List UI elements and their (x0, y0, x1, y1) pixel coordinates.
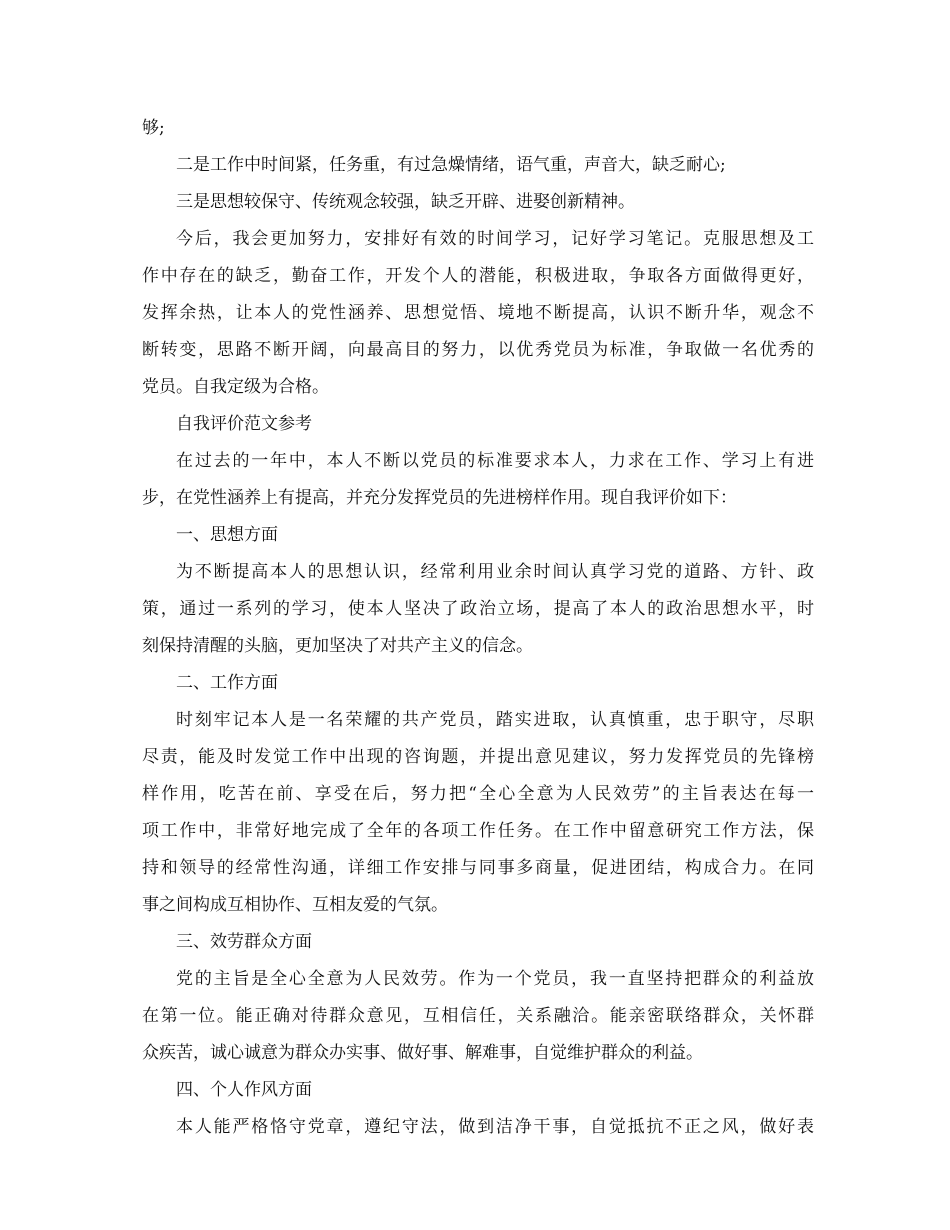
text-line: 时刻牢记本人是一名荣耀的共产党员，踏实进取，认真慎重，忠于职守，尽职 (176, 710, 814, 730)
text-line: 步，在党性涵养上有提高，并充分发挥党员的先进榜样作用。现自我评价如下： (142, 488, 737, 508)
text-line: 在第一位。能正确对待群众意见，互相信任，关系融洽。能亲密联络群众，关怀群 (142, 1006, 814, 1026)
section-heading: 一、思想方面 (176, 525, 278, 545)
text-line: 持和领导的经常性沟通，详细工作安排与同事多商量，促进团结，构成合力。在同 (142, 858, 814, 878)
text-line: 众疾苦，诚心诚意为群众办实事、做好事、解难事，自觉维护群众的利益。 (142, 1043, 703, 1063)
text-line: 三是思想较保守、传统观念较强，缺乏开辟、进娶创新精神。 (176, 192, 635, 212)
text-line: 事之间构成互相协作、互相友爱的气氛。 (142, 895, 448, 915)
section-heading: 自我评价范文参考 (176, 414, 312, 434)
text-line: 发挥余热，让本人的党性涵养、思想觉悟、境地不断提高，认识不断升华，观念不 (142, 303, 814, 323)
text-line: 党的主旨是全心全意为人民效劳。作为一个党员，我一直坚持把群众的利益放 (176, 969, 814, 989)
text-line: 二是工作中时间紧，任务重，有过急燥情绪，语气重，声音大，缺乏耐心; (176, 155, 726, 175)
section-heading: 四、个人作风方面 (176, 1080, 312, 1100)
text-line: 为不断提高本人的思想认识，经常利用业余时间认真学习党的道路、方针、政 (176, 562, 814, 582)
text-line: 项工作中，非常好地完成了全年的各项工作任务。在工作中留意研究工作方法，保 (142, 821, 814, 841)
section-heading: 三、效劳群众方面 (176, 932, 312, 952)
text-line: 党员。自我定级为合格。 (142, 377, 329, 397)
text-line: 够; (142, 118, 165, 138)
text-line: 断转变，思路不断开阔，向最高目的努力，以优秀党员为标准，争取做一名优秀的 (142, 340, 814, 360)
text-line: 本人能严格恪守党章，遵纪守法，做到洁净干事，自觉抵抗不正之风，做好表 (176, 1117, 814, 1137)
text-line: 刻保持清醒的头脑，更加坚决了对共产主义的信念。 (142, 636, 533, 656)
section-heading: 二、工作方面 (176, 673, 278, 693)
text-line: 尽责，能及时发觉工作中出现的咨询题，并提出意见建议，努力发挥党员的先锋榜 (142, 747, 814, 767)
text-line: 策，通过一系列的学习，使本人坚决了政治立场，提高了本人的政治思想水平，时 (142, 599, 814, 619)
text-line: 样作用，吃苦在前、享受在后，努力把“全心全意为人民效劳”的主旨表达在每一 (142, 784, 814, 804)
text-line: 作中存在的缺乏，勤奋工作，开发个人的潜能，积极进取，争取各方面做得更好， (142, 266, 814, 286)
text-line: 今后，我会更加努力，安排好有效的时间学习，记好学习笔记。克服思想及工 (176, 229, 814, 249)
text-line: 在过去的一年中，本人不断以党员的标准要求本人，力求在工作、学习上有进 (176, 451, 814, 471)
